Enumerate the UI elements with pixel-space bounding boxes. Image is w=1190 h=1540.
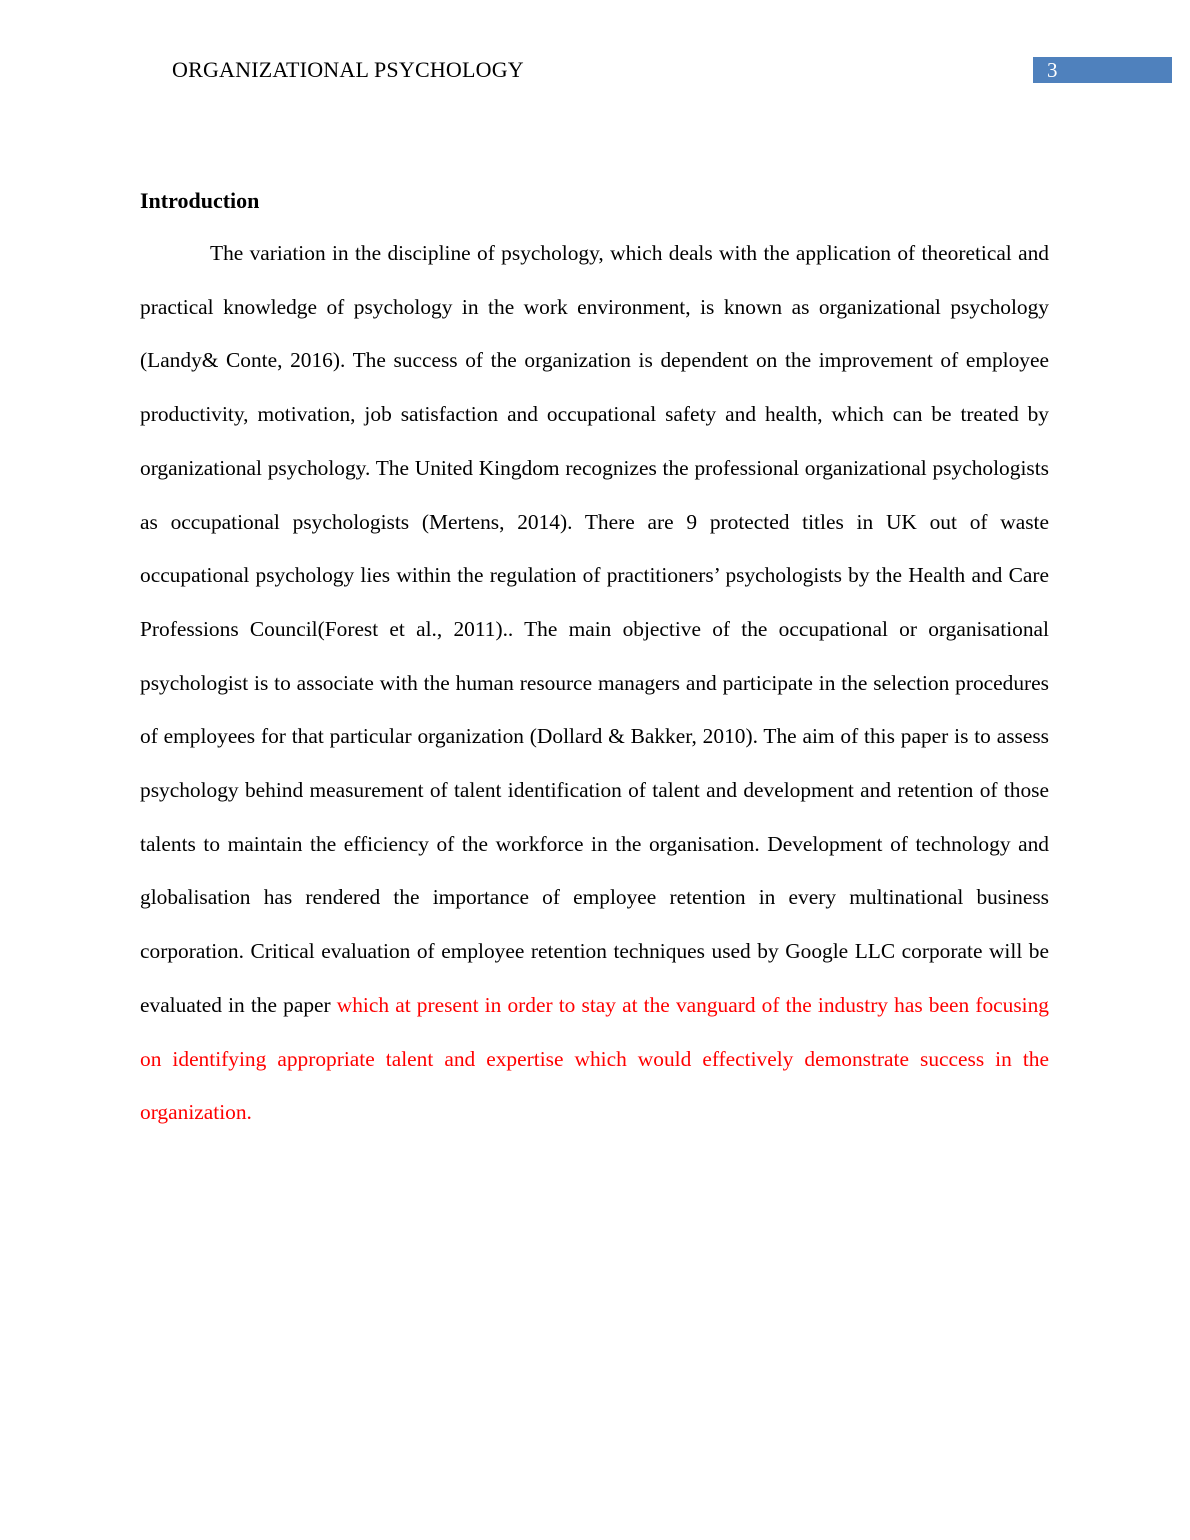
section-heading: Introduction	[140, 188, 260, 213]
running-head: ORGANIZATIONAL PSYCHOLOGY	[172, 57, 524, 82]
paragraph-main-text: The variation in the discipline of psychology, which deals with the application of theoretical and practical knowledge of psychology in the work environment, is known as organizational psychology (Landy& Conte, 2016). The success of the organization is dependent on the improvement of employee productivity, motivation, job satisfaction and occupational safety and health, which can be treated by organizational psychology. The United Kingdom recognizes the professional organizational psychologists as occupational psychologists (Mertens, 2014). There are 9 protected titles in UK out of waste occupational psychology lies within the regulation of practitioners’ psychologists by the Health and Care Professions Council(Forest et al., 2011).. The main objective of the occupational or organisational psychologist is to associate with the human resource managers and participate in the selection procedures of employees for that particular organization (Dollard & Bakker, 2010). The aim of this paper is to assess psychology behind measurement of talent identification of talent and development and retention of those talents to maintain the efficiency of the workforce in the organisation. Development of technology and globalisation has rendered the importance of employee retention in every multinational business corporation. Critical evaluation of employee retention techniques used by Google LLC corporate will be evaluated in the paper	[140, 241, 1049, 1017]
page-number: 3	[1047, 58, 1058, 82]
page-number-badge	[1033, 57, 1172, 83]
introduction-paragraph	[140, 227, 1049, 1140]
paragraph-highlighted-text: which at present in order to stay at the vanguard of the industry has been focusing on identifying appropriate talent and expertise which would effectively demonstrate success in the organization.	[140, 992, 1049, 1125]
